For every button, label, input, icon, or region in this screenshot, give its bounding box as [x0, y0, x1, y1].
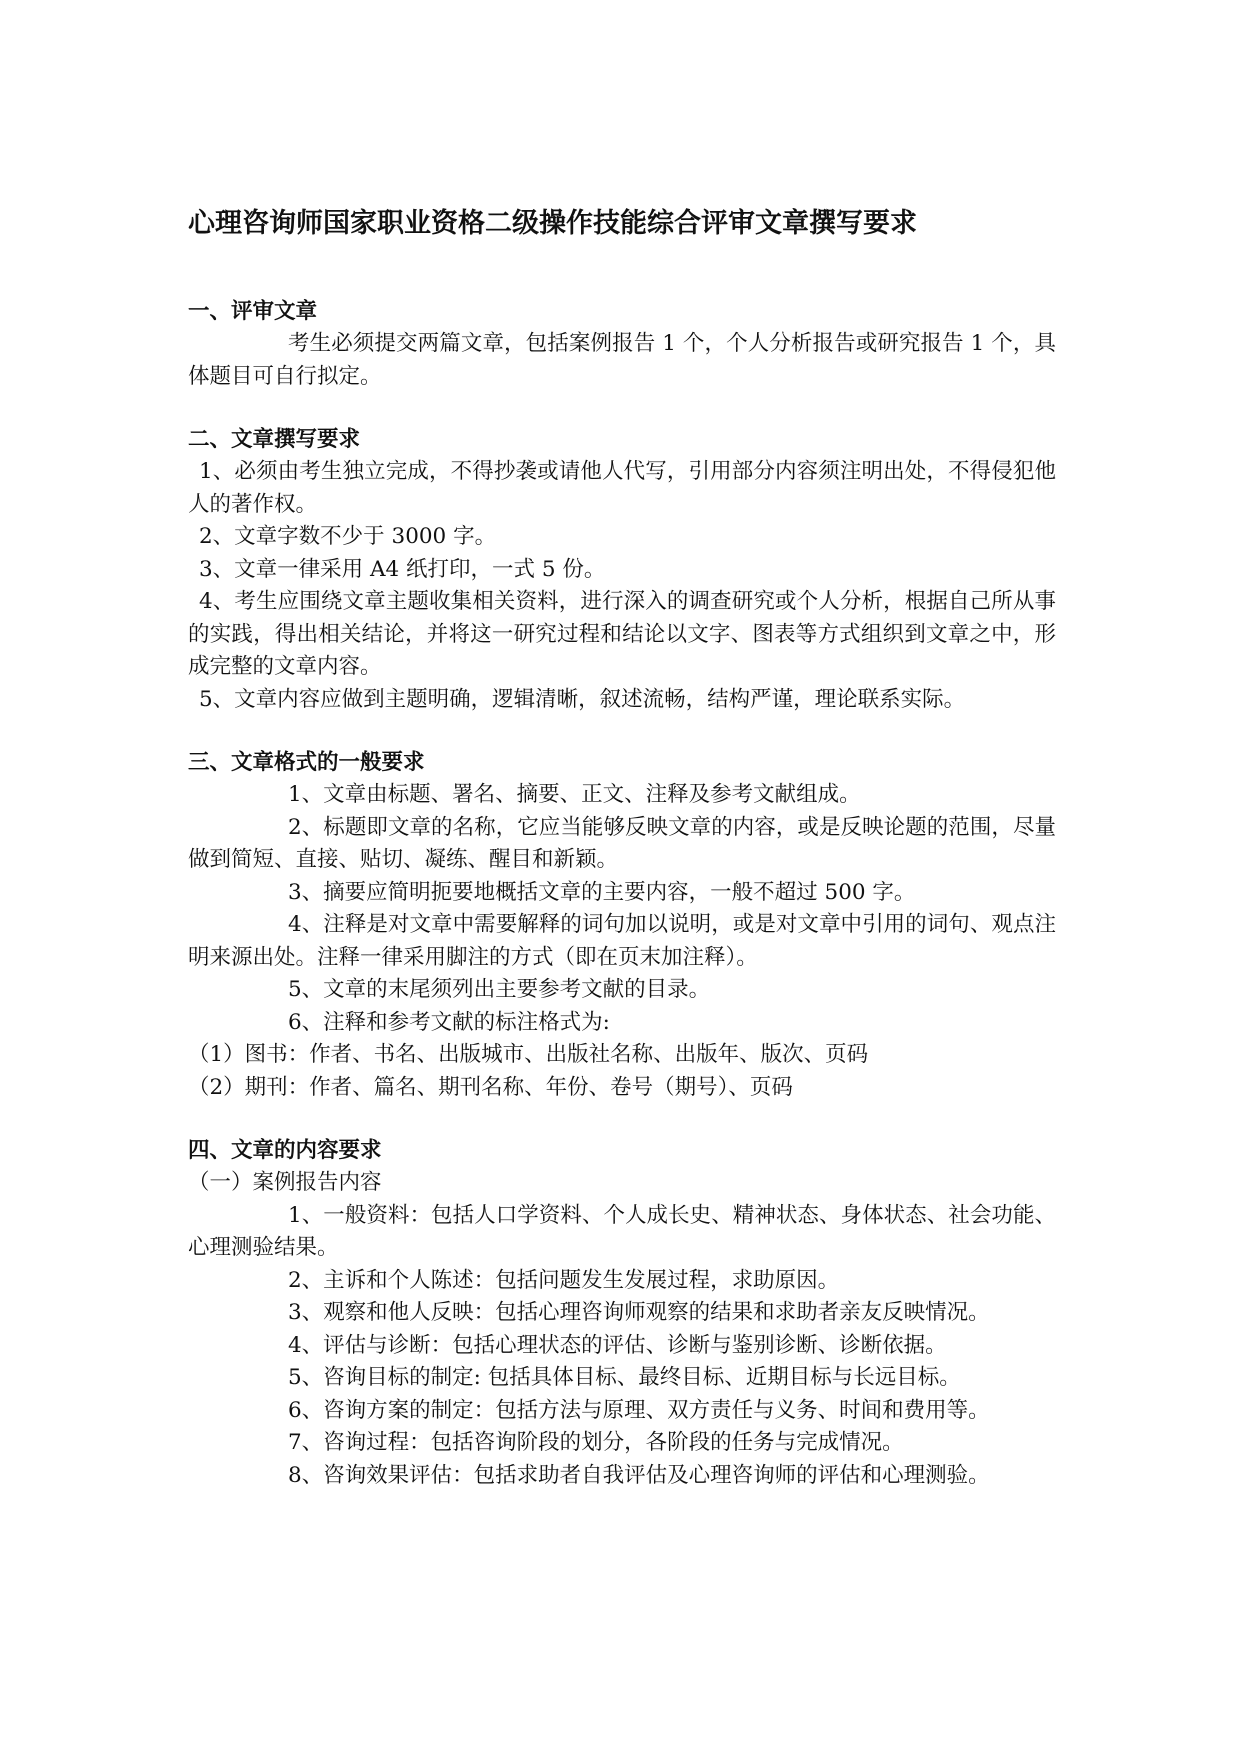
paragraph: 1、必须由考生独立完成，不得抄袭或请他人代写，引用部分内容须注明出处，不得侵犯他人的著作权。 — [188, 459, 1056, 517]
section-heading: 三、文章格式的一般要求 — [188, 750, 425, 775]
section-3 — [188, 746, 1056, 1104]
paragraph: 2、主诉和个人陈述：包括问题发生发展过程，求助原因。 — [288, 1267, 840, 1293]
paragraph: 1、文章由标题、署名、摘要、正文、注释及参考文献组成。 — [288, 782, 861, 807]
paragraph: 6、咨询方案的制定：包括方法与原理、双方责任与义务、时间和费用等。 — [288, 1397, 990, 1423]
document-title: 心理咨询师国家职业资格二级操作技能综合评审文章撰写要求 — [188, 208, 917, 239]
paragraph: 6、注释和参考文献的标注格式为: — [288, 1009, 610, 1035]
paragraph: （1）图书：作者、书名、出版城市、出版社名称、出版年、版次、页码 — [188, 1042, 869, 1067]
paragraph: 5、文章的末尾须列出主要参考文献的目录。 — [288, 977, 711, 1002]
paragraph: 8、咨询效果评估：包括求助者自我评估及心理咨询师的评估和心理测验。 — [288, 1462, 990, 1488]
paragraph: 4、考生应围绕文章主题收集相关资料，进行深入的调查研究或个人分析，根据自己所从事的实践，得出相关结论，并将这一研究过程和结论以文字、图表等方式组织到文章之中，形成完整的文章内容。 — [188, 589, 1056, 679]
paragraph: （2）期刊：作者、篇名、期刊名称、年份、卷号（期号）、页码 — [188, 1074, 793, 1100]
paragraph: 3、摘要应简明扼要地概括文章的主要内容，一般不超过 500 字。 — [288, 879, 916, 905]
paragraph: 4、注释是对文章中需要解释的词句加以说明，或是对文章中引用的词句、观点注明来源出处。注释一律采用脚注的方式（即在页末加注释）。 — [188, 912, 1056, 970]
paragraph: （一）案例报告内容 — [188, 1170, 382, 1195]
paragraph: 5、咨询目标的制定: 包括具体目标、最终目标、近期目标与长远目标。 — [288, 1365, 961, 1390]
paragraph: 2、文章字数不少于 3000 字。 — [199, 524, 497, 549]
paragraph: 2、标题即文章的名称，它应当能够反映文章的内容，或是反映论题的范围，尽量做到简短、直接、贴切、凝练、醒目和新颖。 — [188, 814, 1056, 872]
section-1 — [188, 295, 1056, 393]
paragraph: 考生必须提交两篇文章，包括案例报告 1 个，个人分析报告或研究报告 1 个，具体题目可自行拟定。 — [188, 331, 1056, 389]
document-body — [188, 295, 1056, 1492]
paragraph: 3、观察和他人反映：包括心理咨询师观察的结果和求助者亲友反映情况。 — [288, 1300, 990, 1325]
section-heading: 四、文章的内容要求 — [188, 1138, 382, 1163]
document-page — [188, 204, 1056, 1522]
paragraph: 7、咨询过程：包括咨询阶段的划分，各阶段的任务与完成情况。 — [288, 1430, 904, 1455]
section-4 — [188, 1134, 1056, 1492]
section-heading: 二、文章撰写要求 — [188, 427, 361, 452]
paragraph: 1、一般资料：包括人口学资料、个人成长史、精神状态、身体状态、社会功能、心理测验结果。 — [188, 1202, 1056, 1260]
paragraph: 3、文章一律采用 A4 纸打印，一式 5 份。 — [199, 556, 606, 582]
section-heading: 一、评审文章 — [188, 299, 318, 324]
paragraph: 5、文章内容应做到主题明确，逻辑清晰，叙述流畅，结构严谨，理论联系实际。 — [199, 686, 966, 712]
paragraph: 4、评估与诊断：包括心理状态的评估、诊断与鉴别诊断、诊断依据。 — [288, 1332, 947, 1358]
section-2 — [188, 423, 1056, 716]
